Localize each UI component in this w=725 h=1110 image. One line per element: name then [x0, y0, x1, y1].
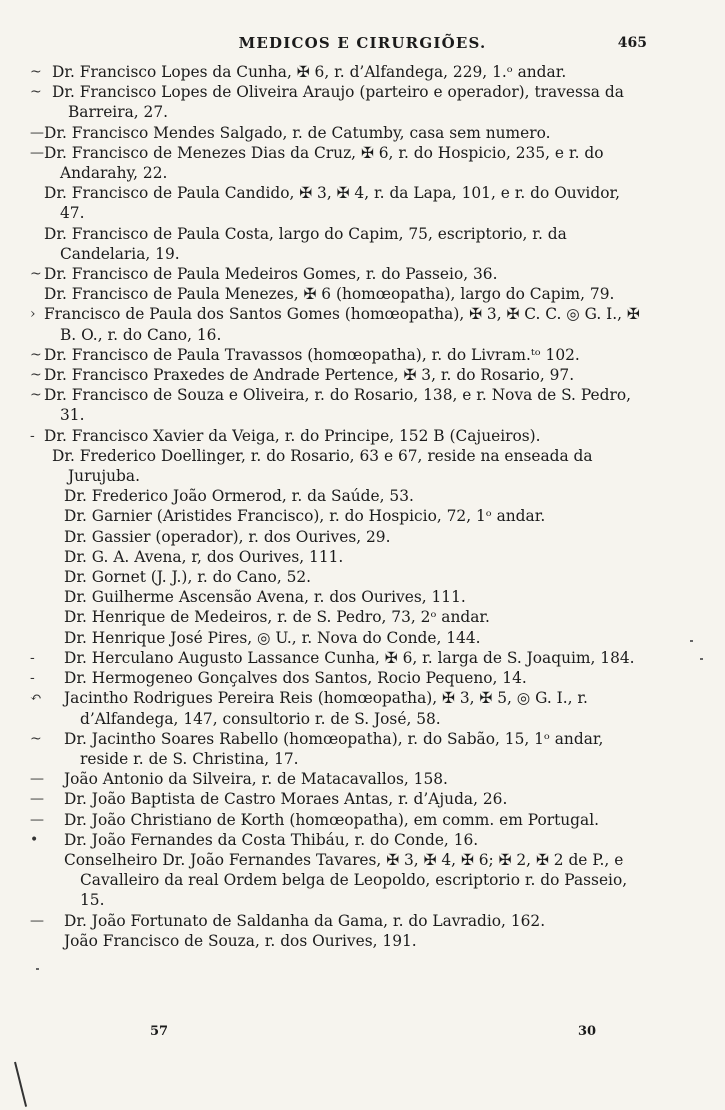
- directory-entry: [28, 810, 648, 830]
- margin-annotation-mark: —: [30, 791, 44, 808]
- margin-annotation-mark: ↶: [30, 690, 42, 707]
- entry-text: Dr. Francisco de Paula Menezes, ✠ 6 (homœopatha), largo do Capim, 79.: [44, 285, 615, 304]
- margin-annotation-mark: ~: [30, 730, 42, 747]
- signature-mark-left: 57: [150, 1024, 169, 1039]
- entry-text: Dr. Frederico Doellinger, r. do Rosario, 63 e 67, reside na enseada da Jurujuba.: [52, 446, 593, 486]
- directory-entry: [28, 446, 648, 486]
- directory-entry: [28, 365, 648, 385]
- directory-entry: [28, 931, 648, 951]
- margin-annotation-mark: —: [30, 912, 44, 929]
- margin-annotation-mark: -: [30, 670, 35, 687]
- entry-text: Francisco de Paula dos Santos Gomes (homœopatha), ✠ 3, ✠ C. C. ◎ G. I., ✠ B. O., r. do Cano, 16.: [44, 305, 640, 344]
- entry-text: Dr. G. A. Avena, r, dos Ourives, 111.: [64, 547, 344, 566]
- entry-text: Dr. Francisco de Paula Medeiros Gomes, r. do Passeio, 36.: [44, 265, 498, 284]
- directory-entry: [28, 143, 648, 183]
- directory-entry: [28, 486, 648, 506]
- ink-speck: [690, 640, 693, 642]
- margin-annotation-mark: -: [30, 649, 35, 666]
- directory-entry: [28, 547, 648, 567]
- directory-entry: [28, 62, 648, 82]
- entry-text: Dr. Jacintho Soares Rabello (homœopatha), r. do Sabão, 15, 1ᵒ andar, reside r. de S. Christina, 17.: [64, 729, 604, 768]
- directory-entry: [28, 668, 648, 688]
- margin-annotation-mark: —: [30, 811, 44, 828]
- running-title: MEDICOS E CIRURGIÕES.: [238, 34, 487, 52]
- entry-text: Dr. Francisco Praxedes de Andrade Pertence, ✠ 3, r. do Rosario, 97.: [44, 366, 575, 385]
- margin-annotation-mark: •: [30, 831, 39, 848]
- margin-annotation-mark: ~: [30, 387, 42, 404]
- margin-annotation-mark: —: [30, 771, 44, 788]
- directory-entry: [28, 587, 648, 607]
- directory-entry: [28, 729, 648, 769]
- directory-entry: [28, 385, 648, 425]
- entry-text: Conselheiro Dr. João Fernandes Tavares, ✠ 3, ✠ 4, ✠ 6; ✠ 2, ✠ 2 de P., e Cavalleiro da real Ordem belga de Leopoldo, escriptorio r. do Passeio, 15.: [64, 850, 628, 910]
- directory-entry: [28, 648, 648, 668]
- entry-text: Dr. Francisco Lopes da Cunha, ✠ 6, r. d’Alfandega, 229, 1.ᵒ andar.: [52, 63, 567, 81]
- directory-entry: [28, 123, 648, 143]
- signature-mark-right: 30: [578, 1024, 597, 1039]
- entry-text: Dr. Frederico João Ormerod, r. da Saúde, 53.: [64, 487, 414, 506]
- entry-text: Dr. João Fortunato de Saldanha da Gama, r. do Lavradio, 162.: [64, 911, 546, 930]
- directory-entry: [28, 850, 648, 911]
- entry-text: Dr. Francisco Xavier da Veiga, r. do Principe, 152 B (Cajueiros).: [44, 426, 541, 445]
- directory-entry: [28, 304, 648, 344]
- page-header: [0, 34, 725, 58]
- margin-annotation-mark: -: [30, 427, 35, 444]
- margin-annotation-mark: ~: [30, 266, 42, 283]
- entry-text: Dr. Garnier (Aristides Francisco), r. do Hospicio, 72, 1ᵒ andar.: [64, 507, 546, 526]
- margin-annotation-mark: —: [30, 144, 44, 161]
- entry-text: Dr. Francisco de Paula Travassos (homœopatha), r. do Livram.ᵗᵒ 102.: [44, 345, 580, 364]
- directory-entry: [28, 224, 648, 264]
- ink-speck: [36, 968, 39, 970]
- entry-text: Dr. João Fernandes da Costa Thibáu, r. do Conde, 16.: [64, 830, 479, 849]
- ink-speck: [700, 658, 703, 660]
- entry-text: Dr. Francisco de Paula Candido, ✠ 3, ✠ 4, r. da Lapa, 101, e r. do Ouvidor, 47.: [44, 184, 621, 223]
- entry-text: Dr. Francisco Lopes de Oliveira Araujo (parteiro e operador), travessa da Barreira, 27.: [52, 83, 624, 122]
- directory-entry: [28, 284, 648, 304]
- directory-entry: [28, 506, 648, 526]
- entry-text: Dr. Francisco Mendes Salgado, r. de Catumby, casa sem numero.: [44, 123, 551, 142]
- entry-text: Dr. Guilherme Ascensão Avena, r. dos Ourives, 111.: [64, 588, 466, 607]
- directory-list: [28, 62, 648, 951]
- directory-entry: [28, 628, 648, 648]
- margin-annotation-mark: —: [30, 124, 44, 141]
- entry-text: Dr. Henrique de Medeiros, r. de S. Pedro, 73, 2ᵒ andar.: [64, 608, 490, 627]
- entry-text: João Antonio da Silveira, r. de Matacavallos, 158.: [64, 770, 448, 789]
- directory-entry: [28, 789, 648, 809]
- directory-entry: [28, 264, 648, 284]
- directory-entry: [28, 830, 648, 850]
- margin-pencil-stroke: [14, 1062, 27, 1107]
- entry-text: Dr. Henrique José Pires, ◎ U., r. Nova do Conde, 144.: [64, 628, 481, 647]
- directory-entry: [28, 82, 648, 122]
- directory-entry: [28, 426, 648, 446]
- directory-entry: [28, 769, 648, 789]
- directory-entry: [28, 527, 648, 547]
- entry-text: Dr. Herculano Augusto Lassance Cunha, ✠ 6, r. larga de S. Joaquim, 184.: [64, 648, 635, 667]
- directory-entry: [28, 911, 648, 931]
- directory-entry: [28, 567, 648, 587]
- margin-annotation-mark: ~: [30, 84, 42, 101]
- margin-annotation-mark: ~: [30, 367, 42, 384]
- page-footer: [0, 1024, 725, 1044]
- entry-text: Dr. Gornet (J. J.), r. do Cano, 52.: [64, 568, 312, 587]
- entry-text: Dr. Gassier (operador), r. dos Ourives, 29.: [64, 527, 391, 546]
- margin-annotation-mark: ~: [30, 64, 42, 80]
- margin-annotation-mark: ›: [30, 306, 36, 323]
- directory-entry: [28, 183, 648, 223]
- directory-entry: [28, 345, 648, 365]
- margin-annotation-mark: ~: [30, 346, 42, 363]
- entry-text: Dr. Francisco de Souza e Oliveira, r. do Rosario, 138, e r. Nova de S. Pedro, 31.: [44, 386, 631, 425]
- page-number: 465: [617, 35, 647, 51]
- entry-text: Jacintho Rodrigues Pereira Reis (homœopatha), ✠ 3, ✠ 5, ◎ G. I., r. d’Alfandega, 147, consultorio r. de S. José, 58.: [64, 689, 588, 728]
- entry-text: Dr. Francisco de Menezes Dias da Cruz, ✠ 6, r. do Hospicio, 235, e r. do Andarahy, 22.: [44, 143, 604, 183]
- entry-text: Dr. Hermogeneo Gonçalves dos Santos, Rocio Pequeno, 14.: [64, 669, 527, 688]
- directory-entry: [28, 688, 648, 728]
- entry-text: Dr. João Baptista de Castro Moraes Antas, r. d’Ajuda, 26.: [64, 790, 508, 809]
- entry-text: João Francisco de Souza, r. dos Ourives, 191.: [64, 931, 417, 950]
- entry-text: Dr. Francisco de Paula Costa, largo do Capim, 75, escriptorio, r. da Candelaria, 19.: [44, 224, 567, 263]
- entry-text: Dr. João Christiano de Korth (homœopatha), em comm. em Portugal.: [64, 810, 600, 829]
- directory-entry: [28, 607, 648, 627]
